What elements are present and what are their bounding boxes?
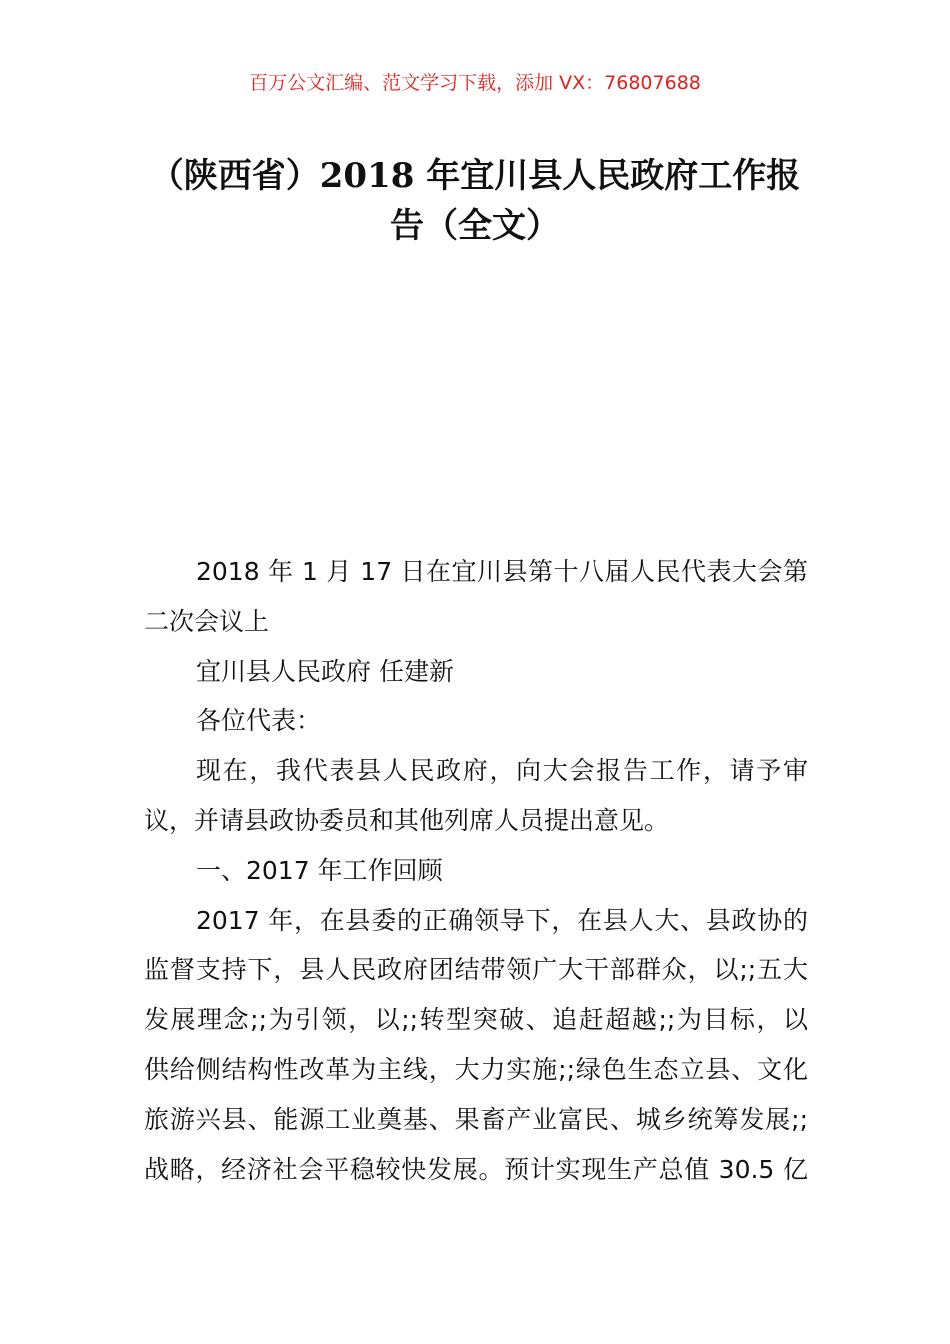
body-text-line: 旅游兴县、能源工业奠基、果畜产业富民、城乡统筹发展;; — [144, 1104, 808, 1134]
document-title-line-2: 告（全文） — [390, 206, 560, 246]
body-text-line: 战略，经济社会平稳较快发展。预计实现生产总值 30.5 亿 — [144, 1154, 808, 1184]
document-body — [144, 555, 808, 1202]
body-text-line: 2017 年，在县委的正确领导下，在县人大、县政协的 — [196, 905, 808, 935]
body-text-line: 监督支持下，县人民政府团结带领广大干部群众，以;;五大 — [144, 955, 808, 985]
body-text-line: 2018 年 1 月 17 日在宜川县第十八届人民代表大会第 — [196, 557, 808, 586]
body-text-line: 一、2017 年工作回顾 — [196, 855, 443, 885]
body-text-line: 议，并请县政协委员和其他列席人员提出意见。 — [144, 805, 670, 835]
body-text-line: 宜川县人民政府 任建新 — [196, 656, 454, 686]
watermark-header: 百万公文汇编、范文学习下载，添加 VX：76807688 — [249, 72, 701, 94]
body-text-line: 供给侧结构性改革为主线，大力实施;;绿色生态立县、文化 — [144, 1054, 808, 1084]
body-text-line: 发展理念;;为引领，以;;转型突破、追赶超越;;为目标，以 — [144, 1005, 808, 1035]
body-text-line: 各位代表： — [196, 706, 322, 736]
document-title-line-1: （陕西省）2018 年宜川县人民政府工作报 — [149, 156, 801, 196]
body-text-line: 二次会议上 — [144, 606, 270, 636]
body-text-line: 现在，我代表县人民政府，向大会报告工作，请予审 — [196, 756, 808, 786]
